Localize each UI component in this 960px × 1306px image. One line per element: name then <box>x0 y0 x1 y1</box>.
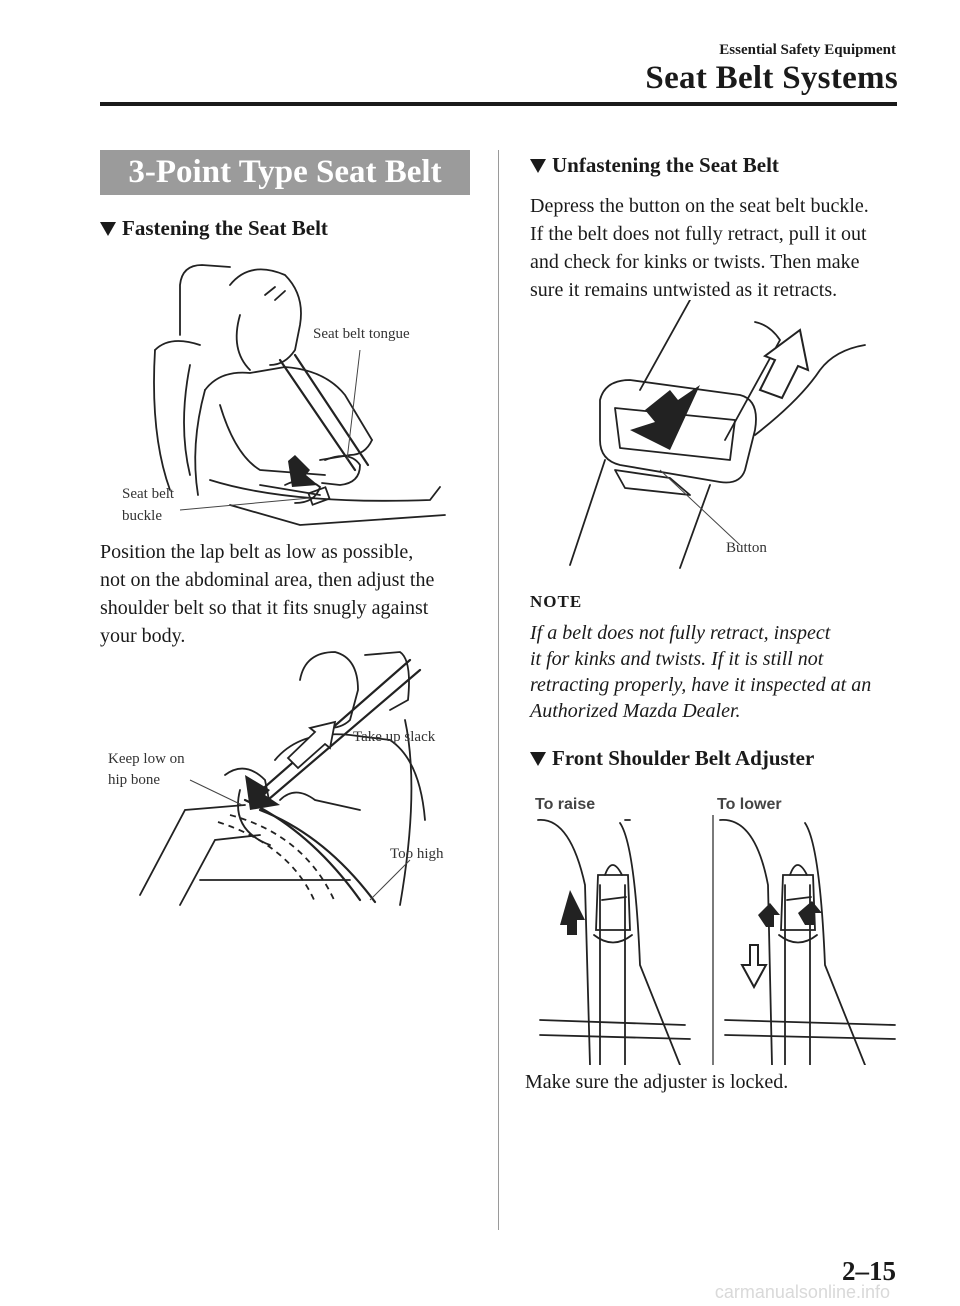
fastening-paragraph: Position the lap belt as low as possible, not on the abdominal area, then adjust the shoulder belt so that it fits snugly against your body. <box>100 541 435 647</box>
watermark: carmanualsonline.info <box>714 1282 890 1302</box>
lap-belt-illustration <box>120 640 470 910</box>
subheading-unfastening: Unfastening the Seat Belt <box>530 153 779 178</box>
header-rule <box>100 102 897 106</box>
page-number: 2–15 <box>842 1256 896 1286</box>
column-divider <box>498 150 499 1230</box>
label-take-up-slack: Take up slack <box>353 729 436 745</box>
unfastening-paragraph: Depress the button on the seat belt buckle. If the belt does not fully retract, pull it out and check for kinks or twists. Then make sure it remains untwisted as it retracts. <box>530 195 869 301</box>
buckle-button-illustration <box>560 300 870 570</box>
label-keep-low-line2: hip bone <box>108 772 161 788</box>
label-buckle-line2: buckle <box>122 508 162 524</box>
label-button: Button <box>726 540 767 556</box>
label-seat-belt-tongue: Seat belt tongue <box>313 326 410 342</box>
label-too-high: Too high <box>390 846 444 862</box>
label-to-raise: To raise <box>535 796 596 813</box>
note-title: NOTE <box>530 592 583 611</box>
triangle-bullet-icon <box>530 752 546 766</box>
subheading-fastening: Fastening the Seat Belt <box>100 216 328 241</box>
label-buckle-line1: Seat belt <box>122 486 175 502</box>
section-banner: 3-Point Type Seat Belt <box>100 150 470 195</box>
label-keep-low-line1: Keep low on <box>108 751 185 767</box>
adjuster-caption: Make sure the adjuster is locked. <box>525 1071 789 1093</box>
subheading-adjuster: Front Shoulder Belt Adjuster <box>530 746 814 771</box>
section-label: Essential Safety Equipment <box>719 42 896 58</box>
triangle-bullet-icon <box>530 159 546 173</box>
adjuster-illustration <box>530 815 900 1065</box>
label-to-lower: To lower <box>717 796 782 813</box>
triangle-bullet-icon <box>100 222 116 236</box>
note-text: If a belt does not fully retract, inspect it for kinks and twists. If it is still not retracting properly, have it inspected at an Authorized Mazda Dealer. <box>530 622 872 722</box>
page-title: Seat Belt Systems <box>645 60 898 96</box>
